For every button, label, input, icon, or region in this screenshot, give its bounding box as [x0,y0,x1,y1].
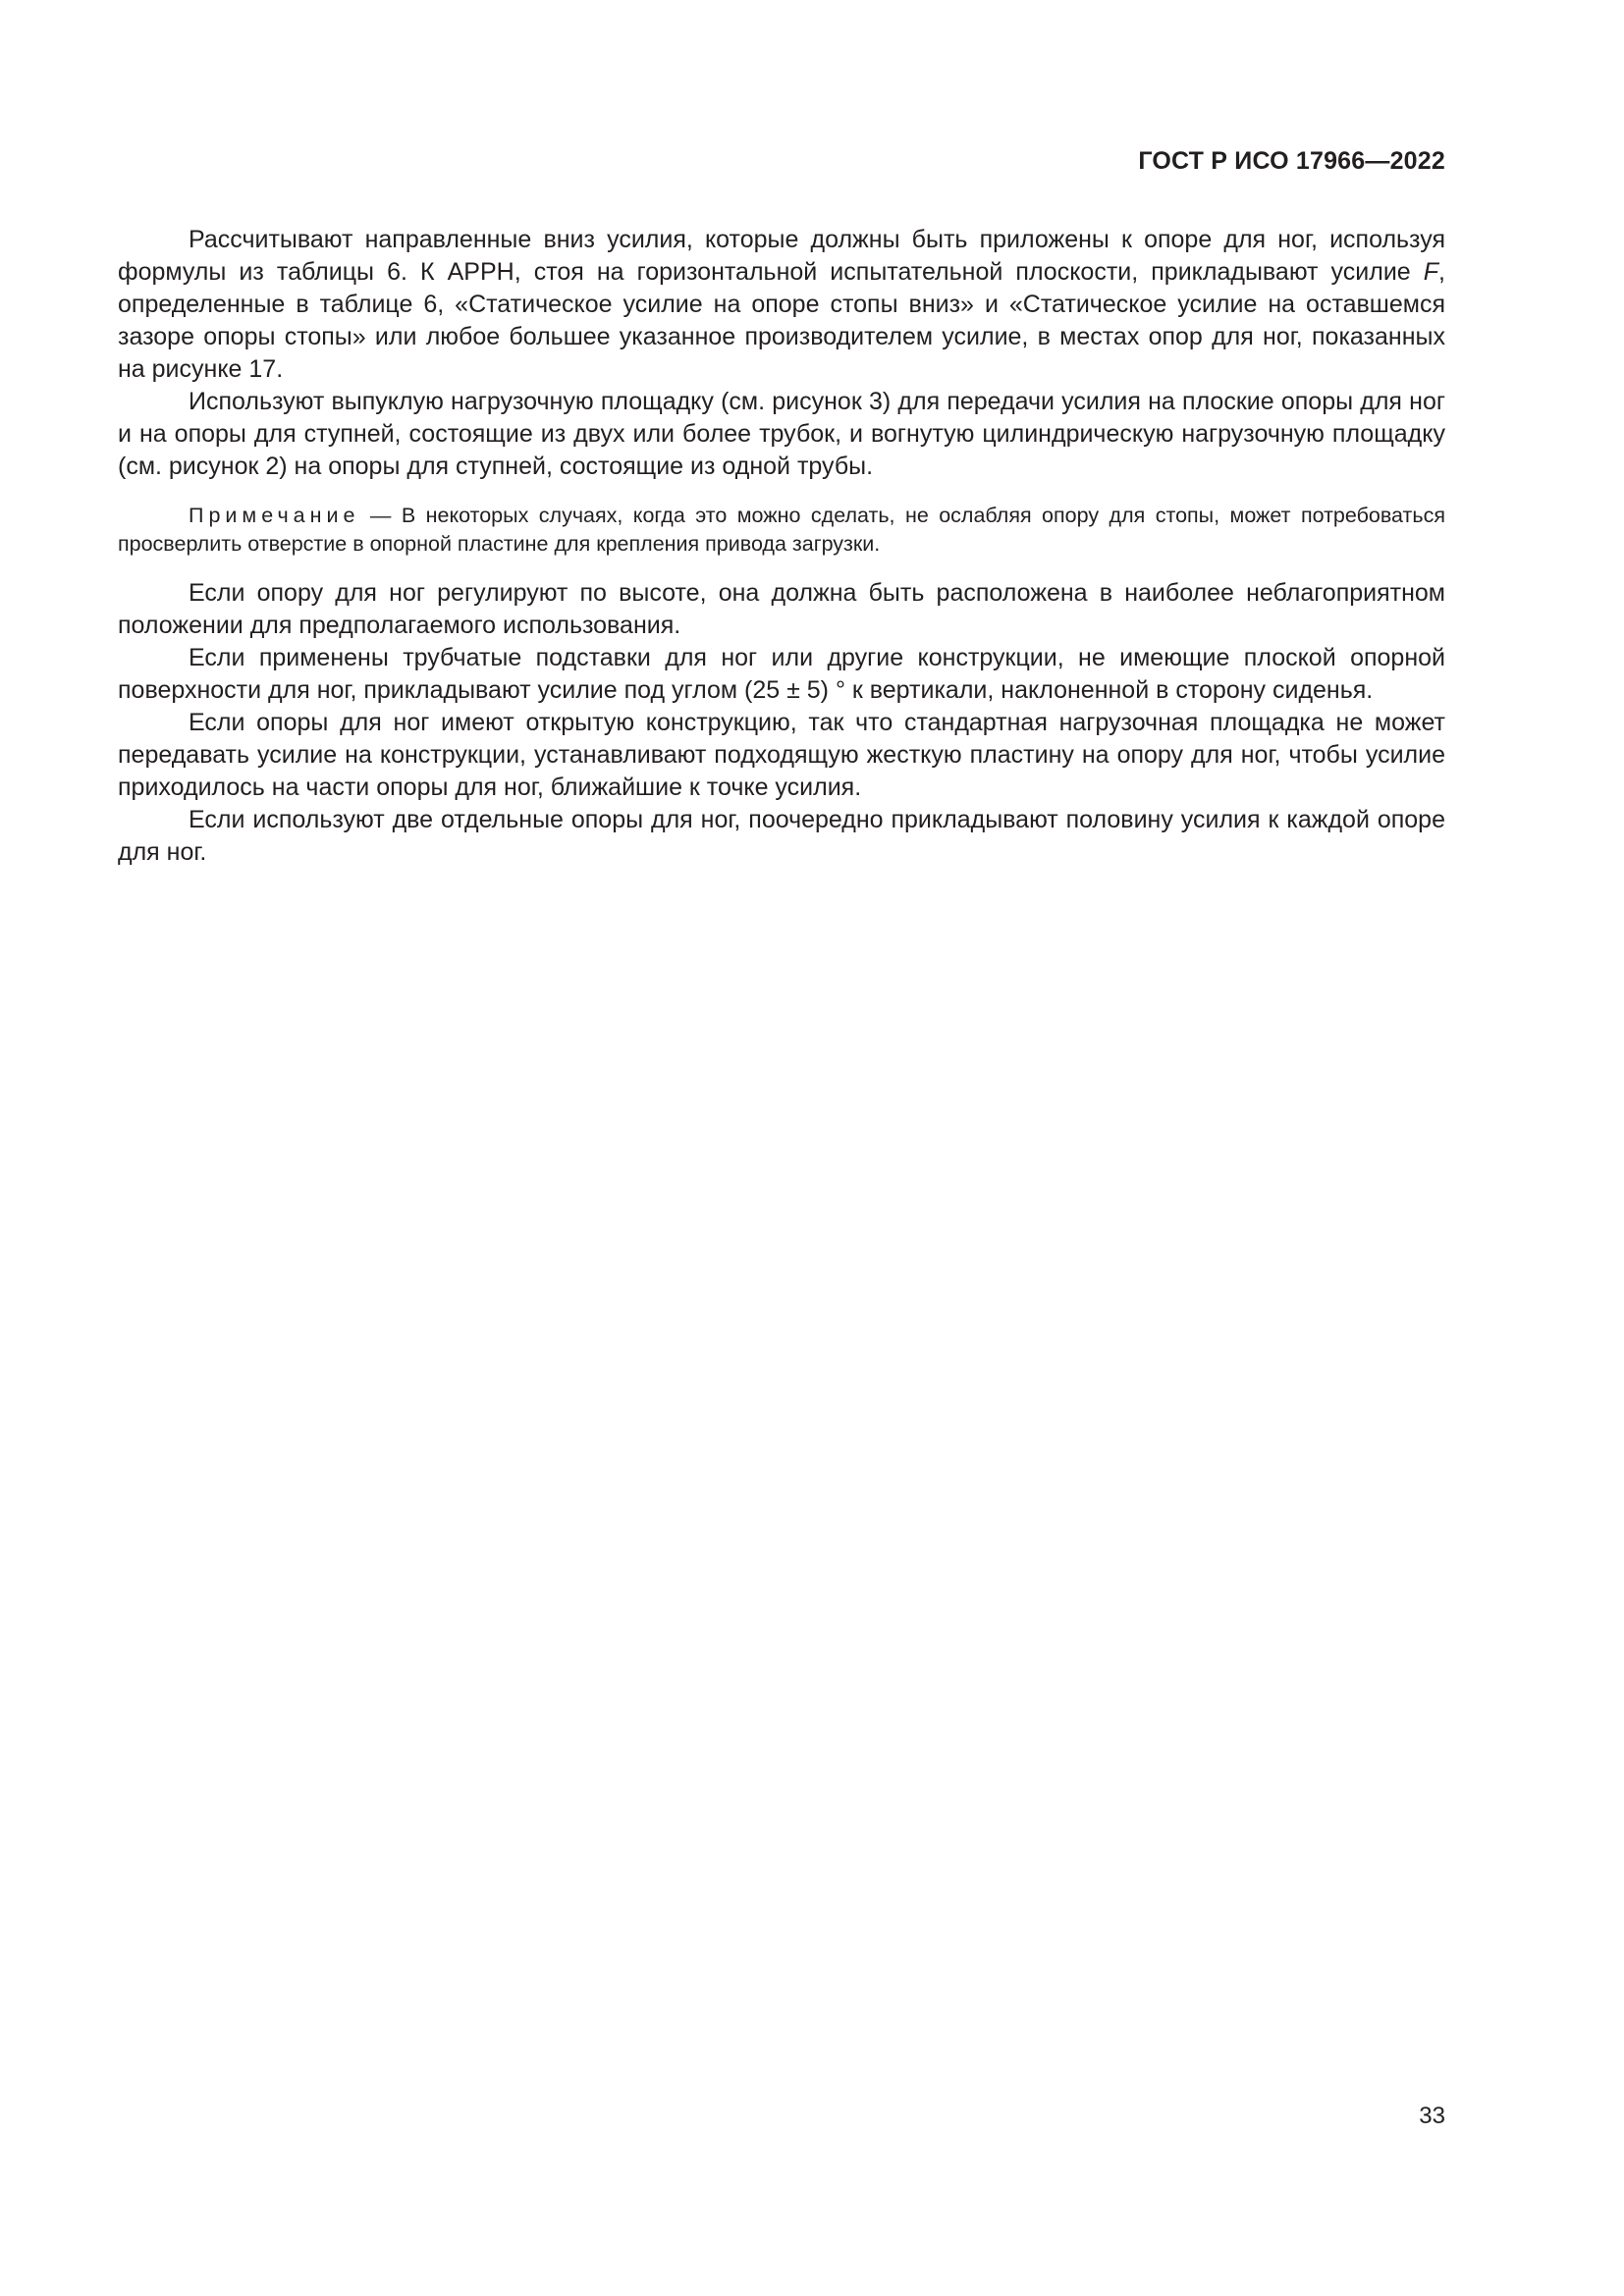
note-label: Примечание [189,504,360,527]
paragraph: Если применены трубчатые подставки для ног или другие конструкции, не имеющие плоской опорной поверхности для ног, прикладывают усилие под углом (25 ± 5) ° к вертикали, наклоненной в сторону сиденья. [118,644,1445,704]
paragraph: Если используют две отдельные опоры для ног, поочередно прикладывают половину усилия к каждой опоре для ног. [118,806,1445,866]
force-symbol: F [1423,258,1439,286]
document-code-header: ГОСТ Р ИСО 17966—2022 [1138,147,1445,175]
note-text: — В некоторых случаях, когда это можно сделать, не ослабляя опору для стопы, может потребоваться просверлить отверстие в опорной пластине для крепления привода загрузки. [118,504,1445,556]
page-body [118,224,1445,869]
note [118,502,1445,559]
page-number: 33 [1419,2103,1445,2129]
paragraph-text: , определенные в таблице 6, «Статическое усилие на опоре стопы вниз» и «Статическое усилие на оставшемся зазоре опоры стопы» или любое большее указанное производителем усилие, в местах опор для ног, показанных на рисунке 17. [118,258,1445,383]
paragraph: Используют выпуклую нагрузочную площадку (см. рисунок 3) для передачи усилия на плоские опоры для ног и на опоры для ступней, состоящие из двух или более трубок, и вогнутую цилиндрическую нагрузочную площадку (см. рисунок 2) на опоры для ступней, состоящие из одной трубы. [118,388,1445,480]
paragraph: Если опоры для ног имеют открытую конструкцию, так что стандартная нагрузочная площадка не может передавать усилие на конструкции, устанавливают подходящую жесткую пластину на опору для ног, чтобы усилие приходилось на части опоры для ног, ближайшие к точке усилия. [118,709,1445,801]
paragraph-text: Рассчитывают направленные вниз усилия, которые должны быть приложены к опоре для ног, используя формулы из таблицы 6. К АРРН, стоя на горизонтальной испытательной плоскости, прикладывают усилие [118,226,1445,286]
paragraph: Если опору для ног регулируют по высоте, она должна быть расположена в наиболее неблагоприятном положении для предполагаемого использования. [118,579,1445,639]
paragraph [118,224,1445,386]
